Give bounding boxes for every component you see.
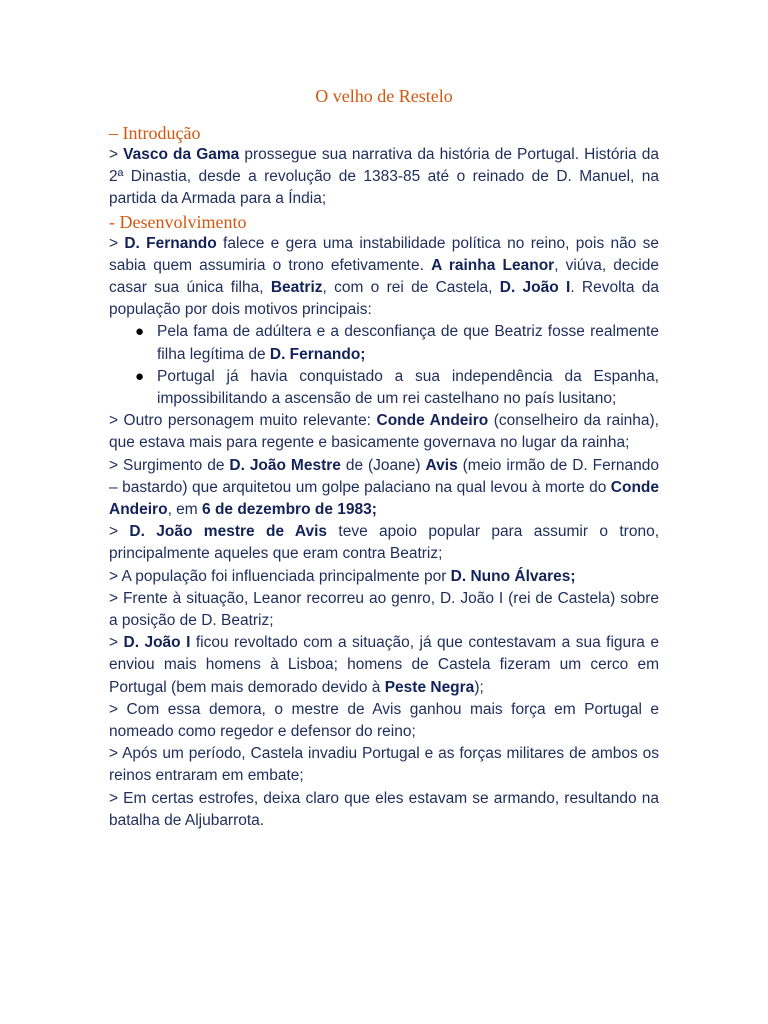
text-run: , com o rei de Castela,: [322, 279, 500, 297]
section-heading-introducao: – Introdução: [109, 123, 201, 143]
text-run: );: [474, 678, 484, 696]
paragraph: [109, 410, 659, 454]
bullet-icon: ●: [135, 323, 145, 341]
paragraph: [109, 455, 659, 522]
text-run: ficou revoltado com a situação, já que contestavam a sua figura e enviou mais homens à Lisboa; homens de Castela fizeram um cerco em Portugal (bem mais demorado devido à: [109, 634, 659, 696]
text-run: . Revolta da população por dois motivos principais:: [109, 279, 659, 319]
bold-text: D. Fernando: [124, 234, 217, 252]
paragraph: [109, 699, 659, 743]
bullet-icon: ●: [135, 367, 145, 385]
bullet-list: [109, 321, 659, 410]
text-run: > Outro personagem muito relevante:: [109, 412, 377, 430]
bold-text: Peste Negra: [384, 678, 475, 696]
bold-text: D. Fernando;: [269, 345, 366, 363]
bold-text: 6 de dezembro de 1983;: [202, 501, 377, 519]
text-run: > A população foi influenciada principalmente por: [109, 567, 451, 585]
bold-text: D. João Mestre: [229, 456, 341, 474]
bold-text: D. Nuno Álvares;: [450, 567, 576, 585]
text-run: teve apoio popular para assumir o trono, principalmente aqueles que eram contra Beatriz;: [109, 523, 660, 563]
paragraph: [109, 233, 659, 322]
text-run: >: [109, 634, 124, 652]
list-item-text: [157, 368, 659, 407]
section-heading-desenvolvimento: - Desenvolvimento: [109, 211, 247, 232]
list-item-text: [157, 323, 659, 362]
paragraph: [109, 144, 659, 211]
list-item: [135, 366, 659, 410]
bold-text: D. João I: [123, 634, 191, 652]
bold-text: Conde Andeiro: [376, 412, 489, 430]
bold-text: A rainha Leanor: [431, 256, 555, 274]
paragraph: [109, 521, 659, 565]
bold-text: D. João I: [499, 279, 571, 297]
paragraph: [109, 632, 659, 699]
text-run: falece e gera uma instabilidade política no reino, pois não se sabia quem assumiria o trono efetivamente.: [109, 234, 660, 274]
text-run: > Após um período, Castela invadiu Portugal e as forças militares de ambos os reinos entraram em embate;: [109, 745, 659, 785]
document-page: [109, 84, 659, 832]
text-run: > Com essa demora, o mestre de Avis ganhou mais força em Portugal e nomeado como regedor e defensor do reino;: [109, 700, 659, 741]
bold-text: Conde Andeiro: [109, 478, 659, 519]
list-item: [135, 321, 659, 365]
text-run: Portugal já havia conquistado a sua independência da Espanha, impossibilitando a ascensão de um rei castelhano no país lusitano;: [157, 367, 659, 408]
text-run: > Em certas estrofes, deixa claro que eles estavam se armando, resultando na batalha de Aljubarrota.: [109, 789, 659, 829]
paragraph: [109, 743, 659, 787]
text-run: >: [109, 146, 124, 163]
text-run: de (Joane): [340, 456, 426, 474]
text-run: Pela fama de adúltera e a desconfiança de que Beatriz fosse realmente filha legítima de: [157, 323, 659, 363]
text-run: (meio irmão de D. Fernando – bastardo) que arquitetou um golpe palaciano na qual levou à morte do: [109, 456, 660, 496]
paragraph: [109, 588, 659, 632]
text-run: > Frente à situação, Leanor recorreu ao genro, D. João I (rei de Castela) sobre a posição de D. Beatriz;: [109, 589, 659, 630]
bold-text: D. João mestre de Avis: [129, 523, 328, 541]
bold-text: Avis: [425, 456, 458, 474]
text-run: >: [109, 234, 125, 252]
text-run: >: [109, 523, 130, 541]
page-title: O velho de Restelo: [315, 86, 453, 106]
text-run: , viúva, decide casar sua única filha,: [109, 256, 659, 297]
text-run: , em: [167, 501, 203, 519]
text-run: prossegue sua narrativa da história de Portugal. História da 2ª Dinastia, desde a revolução de 1383-85 até o reinado de D. Manuel, na partida da Armada para a Índia;: [109, 146, 660, 208]
text-run: > Surgimento de: [109, 456, 230, 474]
bold-text: Beatriz: [270, 279, 323, 297]
bold-text: Vasco da Gama: [123, 146, 240, 163]
paragraph: [109, 788, 659, 832]
text-run: (conselheiro da rainha), que estava mais para regente e basicamente governava no lugar da rainha;: [109, 412, 659, 452]
paragraph: [109, 566, 659, 588]
